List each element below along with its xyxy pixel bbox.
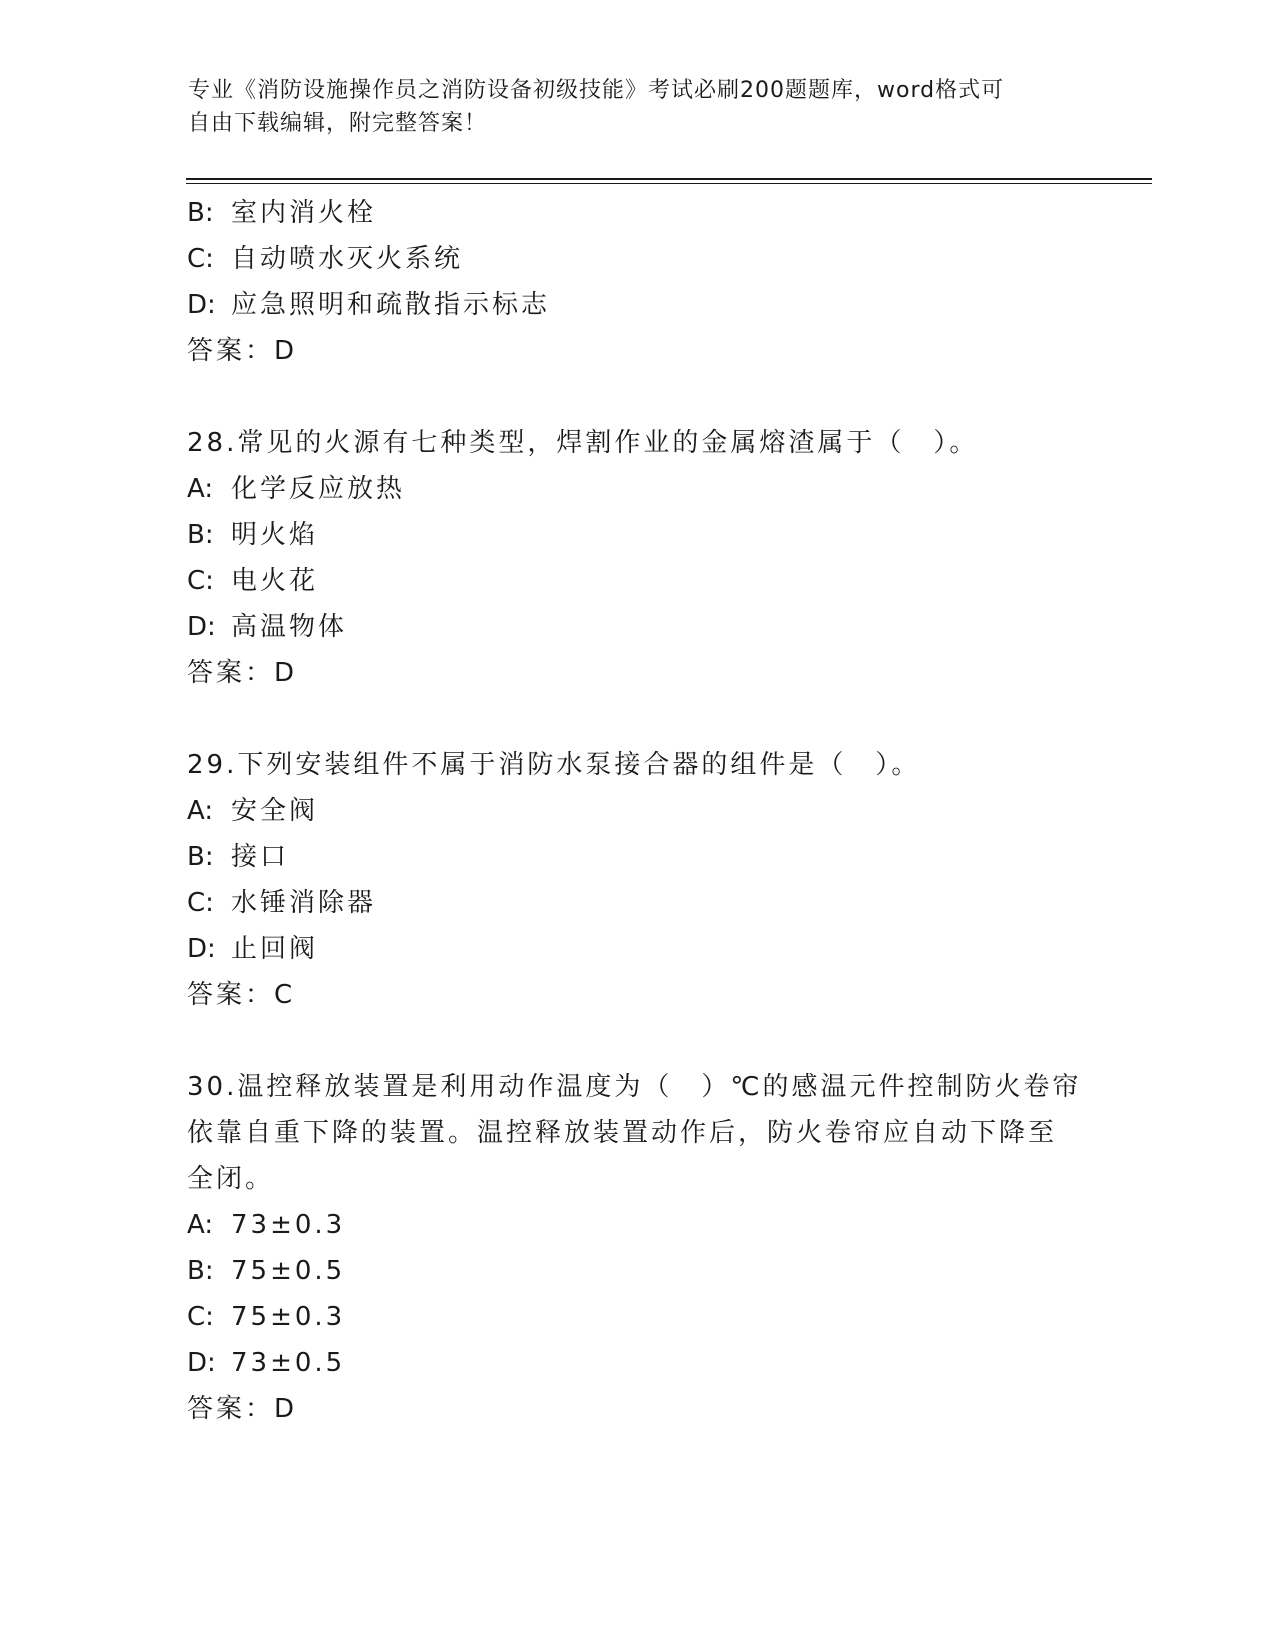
option-d	[187, 1340, 1087, 1386]
option-text: 化学反应放热	[231, 474, 406, 504]
option-a	[187, 1202, 1087, 1248]
option-text: 明火焰	[231, 520, 319, 550]
option-label: D:	[187, 1348, 216, 1378]
question-list	[187, 190, 1087, 1432]
option-text: 安全阀	[231, 796, 319, 826]
option-c	[187, 236, 1087, 282]
question-stem-line-2: 依靠自重下降的装置。温控释放装置动作后，防火卷帘应自动下降至	[187, 1118, 1058, 1148]
option-a	[187, 466, 1087, 512]
option-label: C:	[187, 244, 214, 274]
option-c	[187, 558, 1087, 604]
option-d	[187, 604, 1087, 650]
question-stem-line-3: 全闭。	[187, 1164, 275, 1194]
answer-line: 答案：D	[187, 1394, 298, 1424]
question-stem: 28.常见的火源有七种类型，焊割作业的金属熔渣属于（ ）。	[187, 428, 979, 458]
option-b	[187, 1248, 1087, 1294]
question-28	[187, 420, 1087, 696]
option-label: D:	[187, 612, 216, 642]
option-b	[187, 512, 1087, 558]
question-29	[187, 742, 1087, 1018]
option-b	[187, 834, 1087, 880]
option-d	[187, 926, 1087, 972]
answer-line: 答案：D	[187, 336, 298, 366]
option-text: 止回阀	[231, 934, 319, 964]
spacer	[187, 374, 1087, 420]
option-label: A:	[187, 796, 214, 826]
header-divider-thick	[186, 178, 1152, 180]
option-text: 电火花	[231, 566, 319, 596]
option-label: C:	[187, 1302, 214, 1332]
option-text: 接口	[231, 842, 290, 872]
option-label: C:	[187, 566, 214, 596]
option-label: D:	[187, 934, 216, 964]
document-header	[188, 74, 1088, 140]
header-line-1: 专业《消防设施操作员之消防设备初级技能》考试必刷200题题库，word格式可	[188, 78, 1005, 103]
option-label: A:	[187, 474, 214, 504]
header-line-2: 自由下载编辑，附完整答案！	[188, 111, 488, 136]
option-text: 73±0.5	[231, 1348, 346, 1378]
option-d	[187, 282, 1087, 328]
option-label: C:	[187, 888, 214, 918]
answer-line: 答案：D	[187, 658, 298, 688]
answer-line: 答案：C	[187, 980, 296, 1010]
option-text: 水锤消除器	[231, 888, 377, 918]
option-a	[187, 788, 1087, 834]
option-b	[187, 190, 1087, 236]
question-30	[187, 1064, 1087, 1432]
option-label: B:	[187, 520, 214, 550]
option-text: 73±0.3	[231, 1210, 346, 1240]
option-c	[187, 1294, 1087, 1340]
option-text: 室内消火栓	[231, 198, 377, 228]
option-label: B:	[187, 1256, 214, 1286]
question-stem: 29.下列安装组件不属于消防水泵接合器的组件是（ ）。	[187, 750, 921, 780]
option-label: D:	[187, 290, 216, 320]
option-text: 应急照明和疏散指示标志	[231, 290, 551, 320]
option-label: A:	[187, 1210, 214, 1240]
option-c	[187, 880, 1087, 926]
question-stem-line-1: 30.温控释放装置是利用动作温度为（ ）℃的感温元件控制防火卷帘	[187, 1072, 1082, 1102]
partial-question	[187, 190, 1087, 374]
option-label: B:	[187, 198, 214, 228]
spacer	[187, 696, 1087, 742]
header-divider-thin	[186, 183, 1152, 184]
option-text: 75±0.5	[231, 1256, 346, 1286]
spacer	[187, 1018, 1087, 1064]
option-label: B:	[187, 842, 214, 872]
option-text: 自动喷水灭火系统	[231, 244, 464, 274]
option-text: 高温物体	[231, 612, 348, 642]
option-text: 75±0.3	[231, 1302, 346, 1332]
